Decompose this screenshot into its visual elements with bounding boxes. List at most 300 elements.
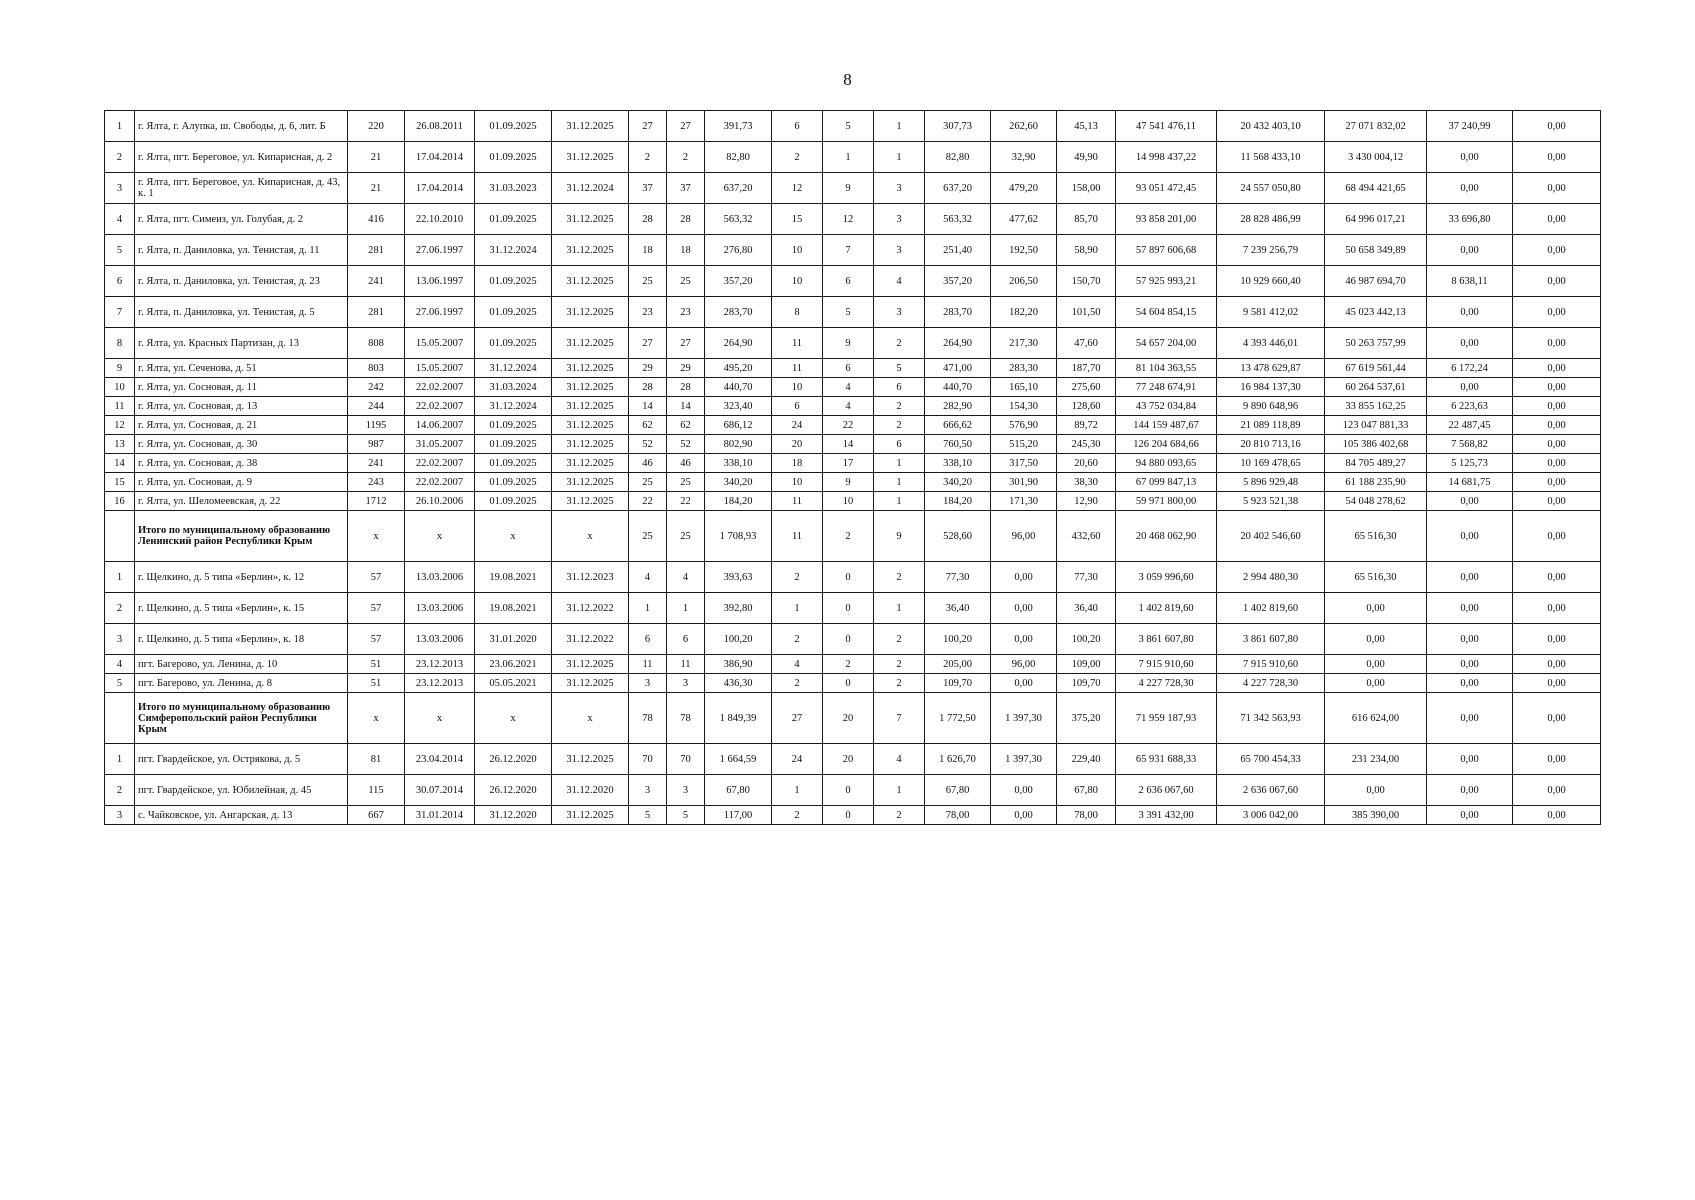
table-cell: 4 bbox=[874, 266, 925, 297]
table-cell: 7 568,82 bbox=[1427, 435, 1513, 454]
table-cell: 32,90 bbox=[991, 142, 1057, 173]
row-number-cell: 3 bbox=[105, 624, 135, 655]
table-cell: 126 204 684,66 bbox=[1116, 435, 1217, 454]
table-cell: 357,20 bbox=[925, 266, 991, 297]
table-cell: 3 bbox=[874, 204, 925, 235]
table-cell: 65 516,30 bbox=[1325, 511, 1427, 562]
table-cell: 1 bbox=[772, 593, 823, 624]
table-cell: 10 bbox=[772, 378, 823, 397]
table-cell: 22.02.2007 bbox=[405, 454, 475, 473]
table-cell: 616 624,00 bbox=[1325, 693, 1427, 744]
table-cell: 0,00 bbox=[1513, 473, 1601, 492]
table-cell: 37 bbox=[667, 173, 705, 204]
table-cell: 2 bbox=[823, 655, 874, 674]
table-cell: 0,00 bbox=[1513, 492, 1601, 511]
address-cell: г. Ялта, ул. Сосновая, д. 11 bbox=[135, 378, 348, 397]
table-cell: 96,00 bbox=[991, 655, 1057, 674]
table-cell: 3 006 042,00 bbox=[1217, 806, 1325, 825]
table-cell: 60 264 537,61 bbox=[1325, 378, 1427, 397]
table-cell: 25 bbox=[667, 511, 705, 562]
table-cell: 0,00 bbox=[1427, 297, 1513, 328]
table-cell: 20 bbox=[823, 693, 874, 744]
table-cell: 20 468 062,90 bbox=[1116, 511, 1217, 562]
table-cell: 27.06.1997 bbox=[405, 297, 475, 328]
table-cell: 340,20 bbox=[925, 473, 991, 492]
table-cell: 14 bbox=[629, 397, 667, 416]
address-cell: г. Щелкино, д. 5 типа «Берлин», к. 12 bbox=[135, 562, 348, 593]
table-cell: 6 bbox=[874, 378, 925, 397]
row-number-cell: 2 bbox=[105, 142, 135, 173]
table-cell: 0,00 bbox=[1513, 328, 1601, 359]
row-number-cell bbox=[105, 511, 135, 562]
table-cell: 0,00 bbox=[991, 593, 1057, 624]
table-cell: 1 664,59 bbox=[705, 744, 772, 775]
table-cell: 01.09.2025 bbox=[475, 435, 552, 454]
table-cell: 283,30 bbox=[991, 359, 1057, 378]
table-row bbox=[105, 806, 1601, 825]
table-cell: 93 858 201,00 bbox=[1116, 204, 1217, 235]
table-cell: 13.03.2006 bbox=[405, 562, 475, 593]
table-cell: 26.12.2020 bbox=[475, 744, 552, 775]
table-cell: 14 681,75 bbox=[1427, 473, 1513, 492]
table-cell: 528,60 bbox=[925, 511, 991, 562]
table-cell: 393,63 bbox=[705, 562, 772, 593]
table-cell: 33 855 162,25 bbox=[1325, 397, 1427, 416]
table-cell: 38,30 bbox=[1057, 473, 1116, 492]
table-cell: 31.12.2024 bbox=[475, 359, 552, 378]
row-number-cell: 4 bbox=[105, 655, 135, 674]
table-cell: 23.06.2021 bbox=[475, 655, 552, 674]
table-cell: 0,00 bbox=[1513, 435, 1601, 454]
table-cell: 101,50 bbox=[1057, 297, 1116, 328]
table-cell: 0,00 bbox=[1427, 674, 1513, 693]
table-cell: 13.03.2006 bbox=[405, 624, 475, 655]
table-cell: 28 bbox=[667, 204, 705, 235]
table-cell: 0,00 bbox=[1427, 806, 1513, 825]
table-cell: 81 104 363,55 bbox=[1116, 359, 1217, 378]
table-cell: x bbox=[405, 511, 475, 562]
table-cell: 1 bbox=[629, 593, 667, 624]
row-number-cell: 4 bbox=[105, 204, 135, 235]
table-cell: 6 bbox=[772, 397, 823, 416]
row-number-cell: 9 bbox=[105, 359, 135, 378]
table-cell: x bbox=[552, 511, 629, 562]
table-cell: 0,00 bbox=[1513, 173, 1601, 204]
table-cell: 0,00 bbox=[1513, 744, 1601, 775]
table-cell: 301,90 bbox=[991, 473, 1057, 492]
table-cell: 31.12.2025 bbox=[552, 359, 629, 378]
table-cell: 67 619 561,44 bbox=[1325, 359, 1427, 378]
table-cell: 0,00 bbox=[1513, 454, 1601, 473]
table-cell: 18 bbox=[772, 454, 823, 473]
table-cell: 31.12.2024 bbox=[552, 173, 629, 204]
table-cell: 78,00 bbox=[925, 806, 991, 825]
table-cell: 192,50 bbox=[991, 235, 1057, 266]
table-cell: x bbox=[475, 693, 552, 744]
table-cell: 165,10 bbox=[991, 378, 1057, 397]
table-cell: 31.12.2020 bbox=[475, 806, 552, 825]
table-cell: 3 bbox=[874, 173, 925, 204]
table-cell: 01.09.2025 bbox=[475, 473, 552, 492]
table-cell: 31.03.2023 bbox=[475, 173, 552, 204]
table-cell: 2 bbox=[772, 674, 823, 693]
table-cell: 307,73 bbox=[925, 111, 991, 142]
table-cell: 36,40 bbox=[925, 593, 991, 624]
row-number-cell bbox=[105, 693, 135, 744]
row-number-cell: 6 bbox=[105, 266, 135, 297]
address-cell: г. Ялта, пгт. Береговое, ул. Кипарисная, д. 2 bbox=[135, 142, 348, 173]
table-cell: 802,90 bbox=[705, 435, 772, 454]
table-row bbox=[105, 142, 1601, 173]
table-row bbox=[105, 674, 1601, 693]
table-cell: 21 089 118,89 bbox=[1217, 416, 1325, 435]
table-row bbox=[105, 624, 1601, 655]
table-cell: 1195 bbox=[348, 416, 405, 435]
table-cell: 171,30 bbox=[991, 492, 1057, 511]
table-cell: 0,00 bbox=[1427, 173, 1513, 204]
table-row bbox=[105, 378, 1601, 397]
table-cell: 31.12.2025 bbox=[552, 655, 629, 674]
table-cell: 21 bbox=[348, 173, 405, 204]
table-cell: 0,00 bbox=[1427, 328, 1513, 359]
table-row bbox=[105, 435, 1601, 454]
row-number-cell: 2 bbox=[105, 775, 135, 806]
table-cell: 2 bbox=[629, 142, 667, 173]
table-cell: 31.12.2025 bbox=[552, 235, 629, 266]
table-cell: 64 996 017,21 bbox=[1325, 204, 1427, 235]
row-number-cell: 16 bbox=[105, 492, 135, 511]
table-cell: 0,00 bbox=[1513, 593, 1601, 624]
subtotal-row bbox=[105, 511, 1601, 562]
table-row bbox=[105, 235, 1601, 266]
table-cell: 77 248 674,91 bbox=[1116, 378, 1217, 397]
table-cell: 11 bbox=[772, 328, 823, 359]
address-cell: г. Ялта, ул. Сосновая, д. 38 bbox=[135, 454, 348, 473]
table-cell: 78 bbox=[667, 693, 705, 744]
table-cell: 26.12.2020 bbox=[475, 775, 552, 806]
address-cell: Итого по муниципальному образованию Ленинский район Республики Крым bbox=[135, 511, 348, 562]
table-cell: 20 810 713,16 bbox=[1217, 435, 1325, 454]
table-row bbox=[105, 593, 1601, 624]
table-cell: 24 bbox=[772, 416, 823, 435]
table-cell: 3 bbox=[874, 235, 925, 266]
table-cell: 1 849,39 bbox=[705, 693, 772, 744]
address-cell: г. Ялта, ул. Сосновая, д. 9 bbox=[135, 473, 348, 492]
table-cell: 57 bbox=[348, 562, 405, 593]
table-cell: 21 bbox=[348, 142, 405, 173]
table-cell: 0,00 bbox=[1325, 775, 1427, 806]
table-cell: 31.12.2025 bbox=[552, 266, 629, 297]
address-cell: Итого по муниципальному образованию Симферопольский район Республики Крым bbox=[135, 693, 348, 744]
housing-program-table bbox=[104, 110, 1601, 825]
table-cell: 1 bbox=[874, 593, 925, 624]
table-cell: 2 bbox=[874, 655, 925, 674]
table-cell: 0,00 bbox=[1513, 397, 1601, 416]
table-cell: 22 487,45 bbox=[1427, 416, 1513, 435]
address-cell: г. Ялта, пгт. Симеиз, ул. Голубая, д. 2 bbox=[135, 204, 348, 235]
table-cell: 25 bbox=[629, 266, 667, 297]
table-cell: 576,90 bbox=[991, 416, 1057, 435]
table-cell: 154,30 bbox=[991, 397, 1057, 416]
table-cell: 12,90 bbox=[1057, 492, 1116, 511]
table-cell: 0,00 bbox=[1427, 378, 1513, 397]
table-cell: 0 bbox=[823, 806, 874, 825]
table-cell: 7 bbox=[874, 693, 925, 744]
table-cell: 392,80 bbox=[705, 593, 772, 624]
table-cell: 340,20 bbox=[705, 473, 772, 492]
table-cell: 4 bbox=[772, 655, 823, 674]
table-cell: 82,80 bbox=[705, 142, 772, 173]
table-cell: 0,00 bbox=[1325, 593, 1427, 624]
table-cell: 9 bbox=[823, 473, 874, 492]
table-cell: 11 bbox=[772, 511, 823, 562]
table-cell: x bbox=[405, 693, 475, 744]
row-number-cell: 14 bbox=[105, 454, 135, 473]
table-cell: 31.12.2025 bbox=[552, 744, 629, 775]
table-cell: 31.12.2024 bbox=[475, 235, 552, 266]
table-cell: 264,90 bbox=[705, 328, 772, 359]
table-cell: 71 342 563,93 bbox=[1217, 693, 1325, 744]
address-cell: г. Ялта, ул. Шеломеевская, д. 22 bbox=[135, 492, 348, 511]
table-cell: 477,62 bbox=[991, 204, 1057, 235]
table-cell: 4 393 446,01 bbox=[1217, 328, 1325, 359]
table-cell: 1 397,30 bbox=[991, 744, 1057, 775]
table-cell: 31.12.2023 bbox=[552, 562, 629, 593]
row-number-cell: 12 bbox=[105, 416, 135, 435]
table-cell: 0 bbox=[823, 624, 874, 655]
table-cell: 78,00 bbox=[1057, 806, 1116, 825]
table-cell: 54 657 204,00 bbox=[1116, 328, 1217, 359]
table-cell: 50 658 349,89 bbox=[1325, 235, 1427, 266]
table-cell: 13.03.2006 bbox=[405, 593, 475, 624]
table-cell: 9 bbox=[823, 173, 874, 204]
table-cell: 1 402 819,60 bbox=[1217, 593, 1325, 624]
table-cell: 6 bbox=[629, 624, 667, 655]
table-cell: 31.01.2014 bbox=[405, 806, 475, 825]
table-cell: 93 051 472,45 bbox=[1116, 173, 1217, 204]
table-cell: 5 923 521,38 bbox=[1217, 492, 1325, 511]
table-cell: 5 bbox=[629, 806, 667, 825]
table-cell: 100,20 bbox=[1057, 624, 1116, 655]
table-cell: 3 861 607,80 bbox=[1116, 624, 1217, 655]
table-cell: 281 bbox=[348, 235, 405, 266]
table-row bbox=[105, 297, 1601, 328]
table-cell: 0,00 bbox=[1427, 693, 1513, 744]
table-cell: 84 705 489,27 bbox=[1325, 454, 1427, 473]
address-cell: с. Чайковское, ул. Ангарская, д. 13 bbox=[135, 806, 348, 825]
table-cell: 17.04.2014 bbox=[405, 173, 475, 204]
table-cell: 563,32 bbox=[925, 204, 991, 235]
table-row bbox=[105, 111, 1601, 142]
table-cell: 37 240,99 bbox=[1427, 111, 1513, 142]
table-cell: 242 bbox=[348, 378, 405, 397]
table-cell: 24 bbox=[772, 744, 823, 775]
table-cell: 58,90 bbox=[1057, 235, 1116, 266]
table-cell: 25 bbox=[667, 266, 705, 297]
table-cell: 31.12.2025 bbox=[552, 297, 629, 328]
row-number-cell: 8 bbox=[105, 328, 135, 359]
table-cell: 0,00 bbox=[1427, 235, 1513, 266]
table-cell: 25 bbox=[667, 473, 705, 492]
address-cell: г. Ялта, п. Даниловка, ул. Тенистая, д. 23 bbox=[135, 266, 348, 297]
table-cell: 31.12.2025 bbox=[552, 473, 629, 492]
table-cell: 30.07.2014 bbox=[405, 775, 475, 806]
table-cell: 65 700 454,33 bbox=[1217, 744, 1325, 775]
table-cell: 283,70 bbox=[705, 297, 772, 328]
table-cell: 637,20 bbox=[705, 173, 772, 204]
address-cell: г. Ялта, п. Даниловка, ул. Тенистая, д. 5 bbox=[135, 297, 348, 328]
table-cell: 10 bbox=[772, 473, 823, 492]
table-cell: 62 bbox=[667, 416, 705, 435]
table-cell: 2 bbox=[823, 511, 874, 562]
table-cell: 15.05.2007 bbox=[405, 328, 475, 359]
table-cell: 5 bbox=[874, 359, 925, 378]
table-cell: 1 bbox=[874, 492, 925, 511]
row-number-cell: 1 bbox=[105, 744, 135, 775]
table-cell: 7 bbox=[823, 235, 874, 266]
table-cell: 6 bbox=[772, 111, 823, 142]
table-cell: 17 bbox=[823, 454, 874, 473]
table-cell: 436,30 bbox=[705, 674, 772, 693]
table-cell: 282,90 bbox=[925, 397, 991, 416]
table-cell: 23 bbox=[629, 297, 667, 328]
table-cell: 245,30 bbox=[1057, 435, 1116, 454]
table-cell: 3 430 004,12 bbox=[1325, 142, 1427, 173]
table-cell: 416 bbox=[348, 204, 405, 235]
table-cell: 10 169 478,65 bbox=[1217, 454, 1325, 473]
table-cell: 150,70 bbox=[1057, 266, 1116, 297]
table-cell: 281 bbox=[348, 297, 405, 328]
row-number-cell: 1 bbox=[105, 562, 135, 593]
table-cell: 31.12.2025 bbox=[552, 378, 629, 397]
table-cell: 46 bbox=[629, 454, 667, 473]
table-row bbox=[105, 454, 1601, 473]
table-cell: 14 bbox=[823, 435, 874, 454]
table-cell: 637,20 bbox=[925, 173, 991, 204]
table-cell: 987 bbox=[348, 435, 405, 454]
table-cell: 206,50 bbox=[991, 266, 1057, 297]
table-cell: 54 048 278,62 bbox=[1325, 492, 1427, 511]
table-cell: 471,00 bbox=[925, 359, 991, 378]
row-number-cell: 10 bbox=[105, 378, 135, 397]
row-number-cell: 3 bbox=[105, 173, 135, 204]
table-row bbox=[105, 473, 1601, 492]
table-cell: 01.09.2025 bbox=[475, 297, 552, 328]
table-cell: 31.12.2025 bbox=[552, 142, 629, 173]
table-row bbox=[105, 492, 1601, 511]
table-cell: 2 994 480,30 bbox=[1217, 562, 1325, 593]
table-cell: 96,00 bbox=[991, 511, 1057, 562]
table-cell: 115 bbox=[348, 775, 405, 806]
table-cell: 31.05.2007 bbox=[405, 435, 475, 454]
table-cell: 0,00 bbox=[1427, 744, 1513, 775]
table-cell: 105 386 402,68 bbox=[1325, 435, 1427, 454]
table-cell: 323,40 bbox=[705, 397, 772, 416]
table-cell: 85,70 bbox=[1057, 204, 1116, 235]
table-cell: 0,00 bbox=[991, 562, 1057, 593]
table-cell: 184,20 bbox=[925, 492, 991, 511]
table-cell: 51 bbox=[348, 655, 405, 674]
table-cell: 3 391 432,00 bbox=[1116, 806, 1217, 825]
table-cell: 100,20 bbox=[705, 624, 772, 655]
table-cell: 6 bbox=[823, 266, 874, 297]
table-cell: 31.01.2020 bbox=[475, 624, 552, 655]
table-cell: 1 bbox=[667, 593, 705, 624]
table-cell: 0,00 bbox=[1513, 297, 1601, 328]
table-cell: 1 397,30 bbox=[991, 693, 1057, 744]
table-cell: 440,70 bbox=[925, 378, 991, 397]
table-cell: 357,20 bbox=[705, 266, 772, 297]
table-cell: 15 bbox=[772, 204, 823, 235]
table-cell: 36,40 bbox=[1057, 593, 1116, 624]
address-cell: пгт. Гвардейское, ул. Острякова, д. 5 bbox=[135, 744, 348, 775]
table-cell: 29 bbox=[667, 359, 705, 378]
table-cell: x bbox=[348, 511, 405, 562]
address-cell: г. Ялта, ул. Сосновая, д. 13 bbox=[135, 397, 348, 416]
table-row bbox=[105, 397, 1601, 416]
table-cell: 391,73 bbox=[705, 111, 772, 142]
table-cell: 2 bbox=[874, 562, 925, 593]
table-cell: 3 059 996,60 bbox=[1116, 562, 1217, 593]
table-cell: 23.12.2013 bbox=[405, 655, 475, 674]
table-cell: 2 bbox=[772, 142, 823, 173]
row-number-cell: 11 bbox=[105, 397, 135, 416]
table-cell: 31.12.2025 bbox=[552, 397, 629, 416]
table-cell: 0 bbox=[823, 593, 874, 624]
address-cell: г. Ялта, ул. Сосновая, д. 30 bbox=[135, 435, 348, 454]
table-cell: 1 bbox=[874, 775, 925, 806]
table-cell: 0,00 bbox=[991, 806, 1057, 825]
table-cell: 0,00 bbox=[1513, 674, 1601, 693]
table-cell: 187,70 bbox=[1057, 359, 1116, 378]
table-cell: 31.12.2024 bbox=[475, 397, 552, 416]
table-cell: 01.09.2025 bbox=[475, 204, 552, 235]
table-cell: 0,00 bbox=[991, 674, 1057, 693]
table-cell: 144 159 487,67 bbox=[1116, 416, 1217, 435]
table-cell: 45 023 442,13 bbox=[1325, 297, 1427, 328]
table-cell: 27 071 832,02 bbox=[1325, 111, 1427, 142]
table-cell: 479,20 bbox=[991, 173, 1057, 204]
table-cell: 0,00 bbox=[1513, 142, 1601, 173]
table-cell: 6 bbox=[823, 359, 874, 378]
table-cell: 57 bbox=[348, 593, 405, 624]
table-cell: 31.12.2025 bbox=[552, 492, 629, 511]
table-cell: 231 234,00 bbox=[1325, 744, 1427, 775]
table-cell: 46 bbox=[667, 454, 705, 473]
table-cell: 33 696,80 bbox=[1427, 204, 1513, 235]
table-cell: 100,20 bbox=[925, 624, 991, 655]
table-cell: x bbox=[475, 511, 552, 562]
table-cell: 27 bbox=[667, 111, 705, 142]
table-cell: 19.08.2021 bbox=[475, 562, 552, 593]
table-cell: 158,00 bbox=[1057, 173, 1116, 204]
table-cell: 0,00 bbox=[1325, 674, 1427, 693]
table-cell: 10 bbox=[823, 492, 874, 511]
table-cell: 78 bbox=[629, 693, 667, 744]
table-cell: 0,00 bbox=[1513, 693, 1601, 744]
table-cell: 338,10 bbox=[705, 454, 772, 473]
table-cell: 43 752 034,84 bbox=[1116, 397, 1217, 416]
table-cell: 94 880 093,65 bbox=[1116, 454, 1217, 473]
table-cell: 760,50 bbox=[925, 435, 991, 454]
row-number-cell: 15 bbox=[105, 473, 135, 492]
table-cell: 45,13 bbox=[1057, 111, 1116, 142]
table-cell: 27 bbox=[629, 328, 667, 359]
table-cell: 0,00 bbox=[1513, 655, 1601, 674]
table-cell: 2 bbox=[772, 562, 823, 593]
table-cell: 0,00 bbox=[1513, 511, 1601, 562]
table-cell: 26.10.2006 bbox=[405, 492, 475, 511]
